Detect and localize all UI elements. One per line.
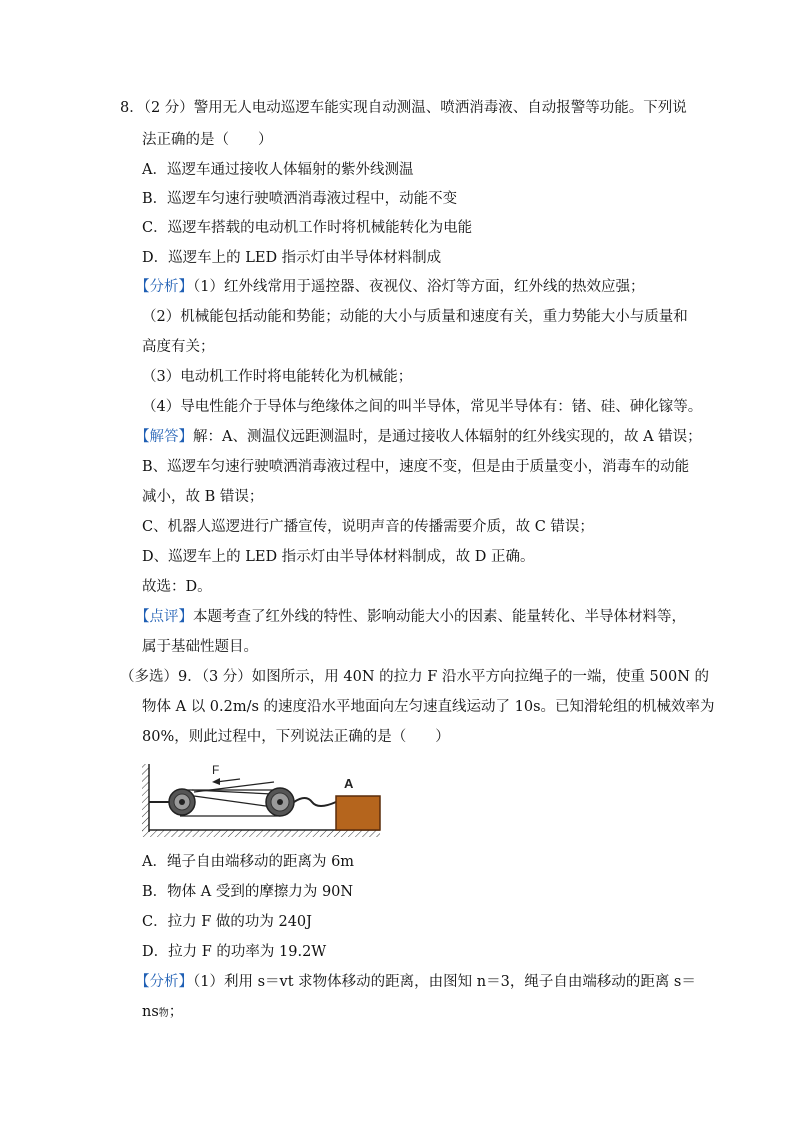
- q8-answer-line-5: D、巡逻车上的 LED 指示灯由半导体材料制成，故 D 正确。: [142, 549, 535, 565]
- q8-analysis-line-3: 高度有关；: [142, 339, 215, 355]
- pulley-hook: [294, 798, 336, 806]
- q8-analysis-line-1: [135, 277, 644, 297]
- q8-stem-line-1: 8．（2 分）警用无人电动巡逻车能实现自动测温、喷洒消毒液、自动报警等功能。下列说: [120, 100, 687, 116]
- q8-stem-line-2: 法正确的是（ ）: [142, 132, 273, 148]
- q8-analysis-line-2: （2）机械能包括动能和势能；动能的大小与质量和速度有关，重力势能大小与质量和: [142, 309, 688, 325]
- q8-comment-line-1: [135, 607, 686, 627]
- q8-comment-line-2: 属于基础性题目。: [142, 639, 258, 655]
- q9-analysis-text-1: （1）利用 s＝vt 求物体移动的距离，由图知 n＝3，绳子自由端移动的距离 s＝: [193, 974, 696, 990]
- q9-option-d: D．拉力 F 的功率为 19.2W: [142, 944, 327, 960]
- force-label: F: [212, 763, 220, 777]
- q9-analysis-line-2: [142, 1002, 183, 1024]
- q8-answer-line-2: B、巡逻车匀速行驶喷洒消毒液过程中，速度不变，但是由于质量变小，消毒车的动能: [142, 459, 690, 475]
- q8-answer-text-1: 解：A、测温仪远距测温时，是通过接收人体辐射的红外线实现的，故 A 错误；: [193, 429, 702, 445]
- ns-end: ；: [168, 1004, 184, 1020]
- q9-stem-line-1: （多选）9．（3 分）如图所示，用 40N 的拉力 F 沿水平方向拉绳子的一端，使重 500N 的: [120, 669, 710, 685]
- q8-option-c: C．巡逻车搭载的电动机工作时将机械能转化为电能: [142, 220, 473, 236]
- q8-answer-line-6: 故选：D。: [142, 579, 212, 595]
- q9-option-a: A．绳子自由端移动的距离为 6m: [142, 854, 355, 870]
- q8-option-a: A．巡逻车通过接收人体辐射的紫外线测温: [142, 162, 414, 178]
- q9-option-c: C．拉力 F 做的功为 240J: [142, 914, 312, 930]
- q8-comment-text-1: 本题考查了红外线的特性、影响动能大小的因素、能量转化、半导体材料等，: [193, 609, 686, 625]
- q8-analysis-text-1: （1）红外线常用于遥控器、夜视仪、浴灯等方面，红外线的热效应强；: [193, 279, 645, 295]
- q8-analysis-line-5: （4）导电性能介于导体与绝缘体之间的叫半导体，常见半导体有：锗、硅、砷化镓等。: [142, 399, 703, 415]
- fixed-pulley-axle: [179, 799, 185, 805]
- analysis-tag: 【分析】: [135, 279, 193, 295]
- answer-tag: 【解答】: [135, 429, 193, 445]
- pulley-system-figure: [142, 760, 382, 838]
- q9-stem-line-2: 物体 A 以 0.2m/s 的速度沿水平地面向左匀速直线运动了 10s。已知滑轮组的机械效率为: [142, 699, 715, 715]
- q9-analysis-line-1: [135, 972, 696, 992]
- q8-option-b: B．巡逻车匀速行驶喷洒消毒液过程中，动能不变: [142, 191, 458, 207]
- q8-answer-line-1: [135, 427, 702, 447]
- q8-analysis-line-4: （3）电动机工作时将电能转化为机械能；: [142, 369, 413, 385]
- q9-stem-line-3: 80%，则此过程中，下列说法正确的是（ ）: [142, 729, 450, 745]
- q8-answer-line-3: 减小，故 B 错误；: [142, 489, 264, 505]
- comment-tag: 【点评】: [135, 609, 193, 625]
- q8-answer-line-4: C、机器人巡逻进行广播宣传，说明声音的传播需要介质，故 C 错误；: [142, 519, 594, 535]
- analysis-tag: 【分析】: [135, 974, 193, 990]
- block-a-label: A: [344, 776, 354, 791]
- force-arrowhead: [212, 778, 220, 785]
- ns-symbol: ns: [142, 1004, 159, 1020]
- q8-option-d: D．巡逻车上的 LED 指示灯由半导体材料制成: [142, 250, 442, 266]
- block-a: [336, 796, 380, 830]
- q9-option-b: B．物体 A 受到的摩擦力为 90N: [142, 884, 354, 900]
- ground-hatch: [142, 830, 380, 837]
- ns-subscript: 物: [158, 1008, 169, 1019]
- movable-pulley-axle: [277, 799, 283, 805]
- wall-hatch: [142, 764, 149, 832]
